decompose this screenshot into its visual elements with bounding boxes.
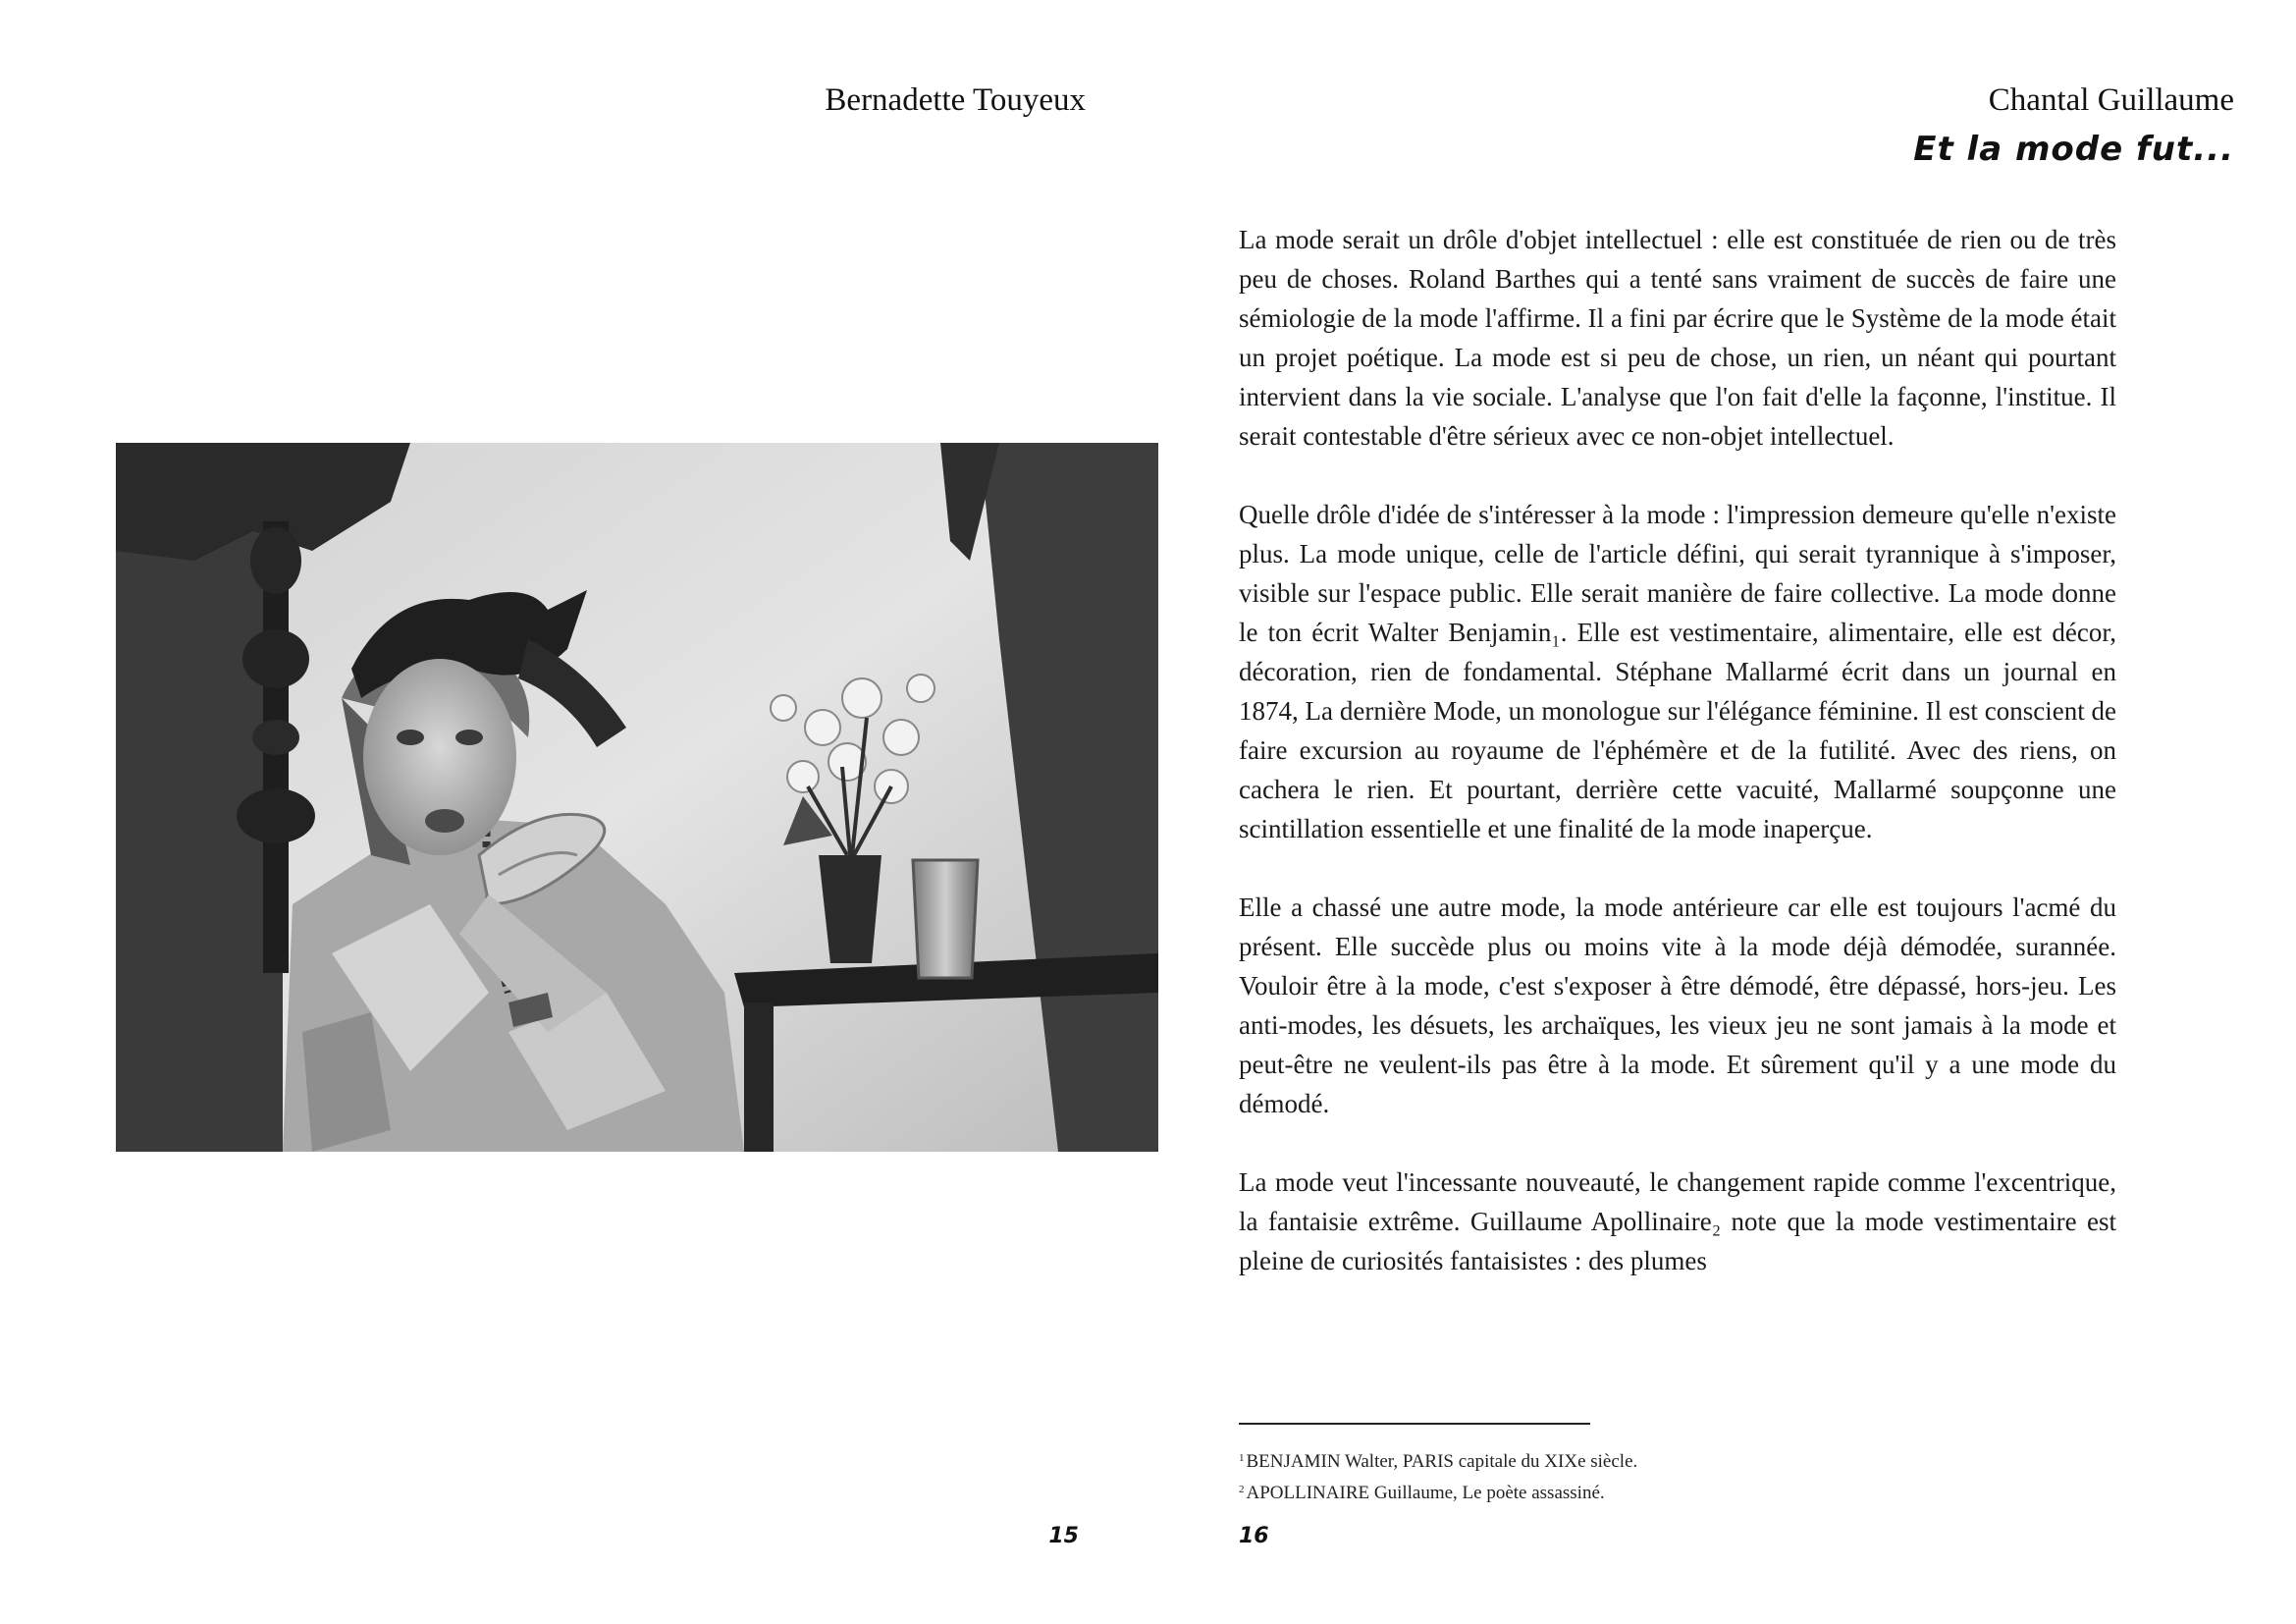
right-author: Chantal Guillaume <box>1988 82 2234 118</box>
chapter-title: Et la mode fut... <box>1913 130 2234 169</box>
footnotes <box>1239 1444 2116 1507</box>
paragraph: La mode veut l'incessante nouveauté, le changement rapide comme l'excentrique, la fantaisie extrême. Guillaume Apollinaire₂ note que la mode vestimentaire est pleine de curiosités fantaisistes : des plumes <box>1239 1167 2116 1275</box>
paragraph: La mode serait un drôle d'objet intellectuel : elle est constituée de rien ou de très peu de choses. Roland Barthes qui a tenté sans vraiment de succès de faire une sémiologie de la mode l'affirme. Il a fini par écrire que le Système de la mode était un projet poétique. La mode est si peu de chose, un rien, un néant qui pourtant intervient dans la vie sociale. L'analyse que l'on fait d'elle la façonne, l'institue. Il serait contestable d'être sérieux avec ce non-objet intellectuel. <box>1239 225 2116 451</box>
footnote-divider <box>1239 1423 1590 1425</box>
right-page <box>1148 0 2296 1624</box>
photograph <box>116 443 1158 1152</box>
photo-elderly-woman-icon <box>116 443 1158 1152</box>
left-page-number: 15 <box>1048 1524 1079 1548</box>
article-body <box>1239 220 2116 1280</box>
footnote: $^1$ BENJAMIN Walter, PARIS capitale du XIXe siècle. <box>1239 1451 1638 1472</box>
paragraph: Elle a chassé une autre mode, la mode antérieure car elle est toujours l'acmé du présent. Elle succède plus ou moins vite à la mode déjà démodée, surannée. Vouloir être à la mode, c'est s'exposer à être démodé, être dépassé, hors-jeu. Les anti-modes, les désuets, les archaïques, les vieux jeu ne sont jamais à la mode et peut-être ne veulent-ils pas être à la mode. Et sûrement qu'il y a une mode du démodé. <box>1239 893 2116 1118</box>
left-author: Bernadette Touyeux <box>825 82 1086 118</box>
paragraph: Quelle drôle d'idée de s'intéresser à la mode : l'impression demeure qu'elle n'existe plus. La mode unique, celle de l'article défini, qui serait tyrannique à s'imposer, visible sur l'espace public. Elle serait manière de faire collective. La mode donne le ton écrit Walter Benjamin₁. Elle est vestimentaire, alimentaire, elle est décor, décoration, rien de fondamental. Stéphane Mallarmé écrit dans un journal en 1874, La dernière Mode, un monologue sur l'élégance féminine. Il est conscient de faire excursion au royaume de l'éphémère et de la futilité. Avec des riens, on cachera le rien. Et pourtant, derrière cette vacuité, Mallarmé soupçonne une scintillation essentielle et une finalité de la mode inaperçue. <box>1239 500 2116 843</box>
footnote: $^2$ APOLLINAIRE Guillaume, Le poète assassiné. <box>1239 1483 1605 1503</box>
right-page-number: 16 <box>1239 1524 1269 1548</box>
